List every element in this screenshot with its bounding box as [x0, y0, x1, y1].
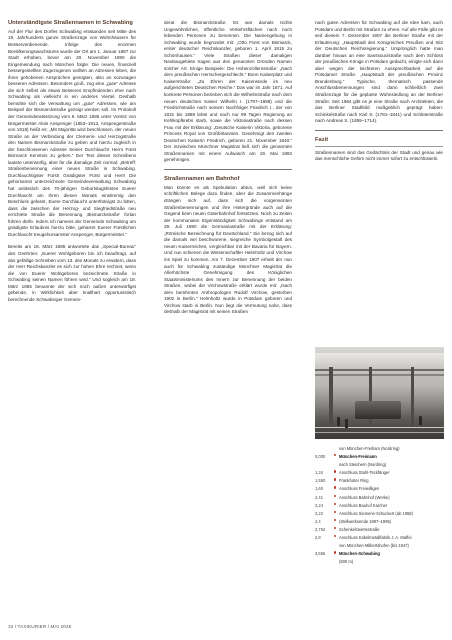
section-divider: [164, 169, 292, 170]
timetable-row: [315, 461, 445, 469]
body-paragraph: Auf der Flur des Dorfes Schwabing entstanden seit Mitte des 19. Jahrhunderts ganze Straßenzüge von Wohnhäusern für Besserverdienende. Infolge des enormen Bevölkerungswachstums wurde der Ort am 1. Januar 1887 zur Stadt erhoben, bevor am 20. November 1890 die Eingemeindung nach München folgte. Die neuen, finanziell bessergestellten Zugezogenen wollten an Adressen leben, die ihren gehobenen Ansprüchen genügten, also an sozusagen besseren Adressen. Besonders groß, zog eine „gute“ Adresse die sich selbst als etwas Besseres Empfindenden eher nach Schwabing als vielleicht in ein anderes Viertel. Deshalb bemühte sich die Verwaltung um „gute“ Adressen, wie am Beispiel der Bismarckstraße gezeigt werden soll. Im Protokoll der Gemeinderatssitzung vom 9. März 1885 unter Vorsitz von Bürgermeister Alois Anspenger (1853–1913, Anspengerstraße von 1918) heißt es: „Mit Majorität wird beschlossen, der neuen Straße an der Verbindung der Clemens- und Herzogstraße den Namen Bismarckstraße zu geben und hierzu zugleich in der beschlossenen Adresse Seiner Durchlaucht Herrn Fürst Bismarck Kenntnis zu geben.“ Der Text dieses Schreibens lautete unterwürfig, aber für die damalige Zeit normal: „Betreff: Straßenbenennung einer neuen Straße in Schwabing. Durchlauchtigster Fürst! Gnädigster Fürst und Herr! Die gehorsamst unterzeichnete Gemeindeverwaltung Schwabing hat anlässlich des 70-jährigen Geburtstagsfestes Euerer Durchlaucht am Ihren diesen Monats einstimmig den Beschluss gefasst, Euere Durchlaucht unterthänigst zu bitten, dass die zwischen der Herzog- und Siegfriedstraße neu errichtete Straße die Benennung ‚Bismarckstraße‘ fortan führen dürfe. Indem ich namens der Gemeinde Schwabing um gnädigste Erlaubnis hierzu bitte, geharret Euerer Fürstlichen Durchlaucht treugehorsamster Anspenger, Bürgermeister.“: [8, 28, 136, 237]
body-paragraph: Man könnte es als Spekulation abtun, weil sich keine schriftlichen Belege dazu finden, aber die Zusammenhänge drängen sich auf, dass sich die vorgenannten Straßenbenennungen und ihre Hintergründe auch auf die Gegend beim neuen Güterbahnhof fortsetzten. Noch zu Zeiten der kommunalen Eigenständigkeit Schwabings entstand am 29. Juli 1890 die Germaniastraße mit der Erklärung: „Römische Bezeichnung für Deutschland.“ Sie bezog sich auf die damals viel beschworene, siegreiche Symbolgestalt des neuen Kaiserreiches, vergleichbar mit der Bavaria für Bayern. Und nun schienen die Wissenschaftler Helmholtz und Virchow ins Spiel zu kommen. Am 7. Dezember 1907 erhielt der nun auch für Schwabing zuständige Münchner Magistrat die Allerhöchste Genehmigung des Königlichen Staatsministeriums des Innern zur Benennung der beiden Straßen, wobei die Virchowstraße erklärt wurde mit: „Nach dem berühmten Anthropologen Rudolf Virchow, gestorben 1902 in Berlin.“ Helmholtz wurde in Potsdam geboren und Virchow starb in Berlin. Nun liegt die Vermutung nahe, dass deshalb der Magistrat mit seinen Straßen: [164, 184, 292, 315]
column-right: [315, 20, 443, 163]
heading-underline: [315, 146, 443, 147]
section-heading: Unterständigste Straßennamen in Schwabing: [8, 20, 133, 26]
timetable-km: 1,550: [315, 478, 326, 484]
timetable-km: 2,4: [315, 518, 321, 524]
timetable-km: 1,34: [315, 470, 323, 476]
timetable-station: von München-Milbertshofen (bis 1947): [339, 543, 409, 549]
timetable-station: von München-Freiham (Nordring): [339, 446, 400, 451]
timetable-station: Anschluss Freiwilligen: [339, 486, 380, 492]
timetable-station: nach Steinhern (Nordring): [339, 462, 387, 468]
timetable-km: 1,60: [315, 486, 323, 492]
body-paragraph: derat die Bismarckstraße. Es war damals nichts Ungewöhnliches, öffentliche Verkehrsflächen nach noch lebenden Personen zu benennen. Die Namengebung in Schwabing wurde begründet mit: „Otto Fürst von Bismarck, erster deutscher Reichskanzler, geboren 1. April 1815 zu Schönhausen.“ Viele Straßen dieser damaligen Neubaugebiete tragen aus den genannten Gründen Namen solcher Art. Einige Beispiele: Die Hohenzollernstraße: „Nach dem preußischen Herrschergeschlecht.“ Bonn Kaiserplatz und Kaiserstraße: „Zu Ehren der Kaiserwürde im neu aufgerichteten Deutschen Reiche.“ Das war im Jahr 1871. Auf konkrete Personen bezieben sich die Wilhelmstraße nach dem neuen deutschen Kaiser Wilhelm I. (1797–1888) und die Friedrichstraße nach seinem Nachfolger Friedrich I., der von 1831 bis 1888 lebte und nach nur 99 Tagen Regierung an Kehlkopfkrebs starb, sowie die Viktoriastraße nach dessen Frau mit der Erklärung: „Deutsche Kaiserin Viktoria, geborene Princess Royal von Großbritannien. Genehmigt den zweiten Deutschen Kaiserin Friedrich, geboren 21. November 1840.“ Der inzwischen Münchner Magistrat ließ sich die genannten Straßennamen mit einem Aufwasch am 19. Mai 1893 genehmigen.: [164, 20, 292, 163]
timetable-km: 0,000: [315, 454, 326, 460]
timetable-row: [315, 502, 445, 510]
body-paragraph: Straßennamen sind das Gedächtnis der Stadt und genau wie das menschliche Gehirn nicht immer sofort zu entschlüsseln.: [315, 149, 443, 162]
timetable-row: [315, 558, 445, 566]
timetable-station: Anschluss Kabelmetallfabrik J. A. Maffei: [339, 535, 412, 541]
column-middle: [164, 20, 292, 316]
timetable-station: Schenkelzwertestraße: [339, 526, 380, 532]
section-heading: Straßennamen am Bahnhof: [164, 176, 240, 183]
timetable-station: München-Schwabing: [339, 551, 380, 557]
timetable-row: [315, 485, 445, 493]
timetable-row: [315, 526, 445, 534]
timetable-row: [315, 445, 445, 453]
body-paragraph: nach guten Adressen für Schwabing auf die Idee kam, auch Potsdam und Berlin mit Straßen zu ehren. Auf alle Fälle gibt es seit diesem 7. Dezember 1907 die Berliner Straße mit der Erläuterung: „Hauptstadt des Königreiches Preußen und Sitz der Deutschen Reichsregierung.“ Ursprünglich hatte man darüber hinaus an eine Sanssoucistraße nach dem Schloss der preußischen Könige in Potsdam gedacht, einigte sich dann aber wegen der leichteren Aussprechbarkeit auf die Potsdamer Straße: „Hauptstadt der preußischen Provinz Brandenburg.“ Typische, thematisch passende Anschlussbenennungen sind dann schließlich zwei Straßenzüge für die geplante Wohnsiedlung an der Berliner Straße: Seit 1984 gibt es je eine Straße nach Architekten, die das Berliner Stadtbild maßgeblich geprägt haben: Schinkelstraße nach Karl S. (1781–1841) und Schlüterstraße nach Andreas S. (1659–1714).: [315, 20, 443, 124]
timetable-km: 2,24: [315, 502, 323, 508]
timetable-km: 3,556: [315, 551, 326, 557]
section-heading: Fazit: [315, 136, 329, 143]
timetable-station: Anschluss Siemens-Schuckert (ab 1958): [339, 510, 413, 516]
timetable-km: 2,22: [315, 510, 323, 516]
timetable-km: 2,41: [315, 494, 323, 500]
timetable-km: 2,8: [315, 535, 321, 541]
timetable-row: [315, 534, 445, 542]
page-footer: 32 / TAXIKURIER / MAI 2025: [8, 624, 72, 629]
timetable-station: (Stellwerksende 1987–1995): [339, 518, 392, 524]
timetable-row: [315, 494, 445, 502]
column-left: [8, 20, 136, 303]
line-timetable: [315, 445, 445, 566]
timetable-row: [315, 550, 445, 558]
timetable-row: [315, 477, 445, 485]
timetable-station: Frankfurter Ring: [339, 478, 369, 484]
section-divider: [315, 130, 443, 131]
timetable-row: [315, 518, 445, 526]
timetable-row: [315, 469, 445, 477]
timetable-station: Anschluss Bahnhof (Werke): [339, 494, 390, 500]
timetable-station: München-Freimann: [339, 454, 377, 460]
timetable-row: [315, 453, 445, 461]
timetable-km: 2,762: [315, 526, 326, 532]
timetable-station: Anschluss Stahl-Teckfänger: [339, 470, 390, 476]
timetable-row: [315, 542, 445, 550]
timetable-row: [315, 510, 445, 518]
railway-station-photo: [315, 347, 444, 439]
body-paragraph: Bereits am 18. März 1885 antwortete das „Special-Bureau“ des Geehrten: „Euerer Wohlgeboren bin ich beauftragt, auf das gefällige Schreiben vom 13. des Monats zu erwidern, dass der Herr Reichskanzler es sich zur hohen Ehre rechnet, wenn die von Euerer Wohlgeboren bezeichnete Straße in Schwabing seinen Namen führen wird.“ Und sogleich am 18. März 1885 benannte der sich noch außen unterwürfigst gebende, in Wirklichkeit aber knallhart opportunistisch berechnende Schwabinger Gemein-: [8, 244, 136, 302]
timetable-station: (500 m): [339, 559, 354, 565]
timetable-station: Anschluss Bauhof Karcher: [339, 502, 388, 508]
